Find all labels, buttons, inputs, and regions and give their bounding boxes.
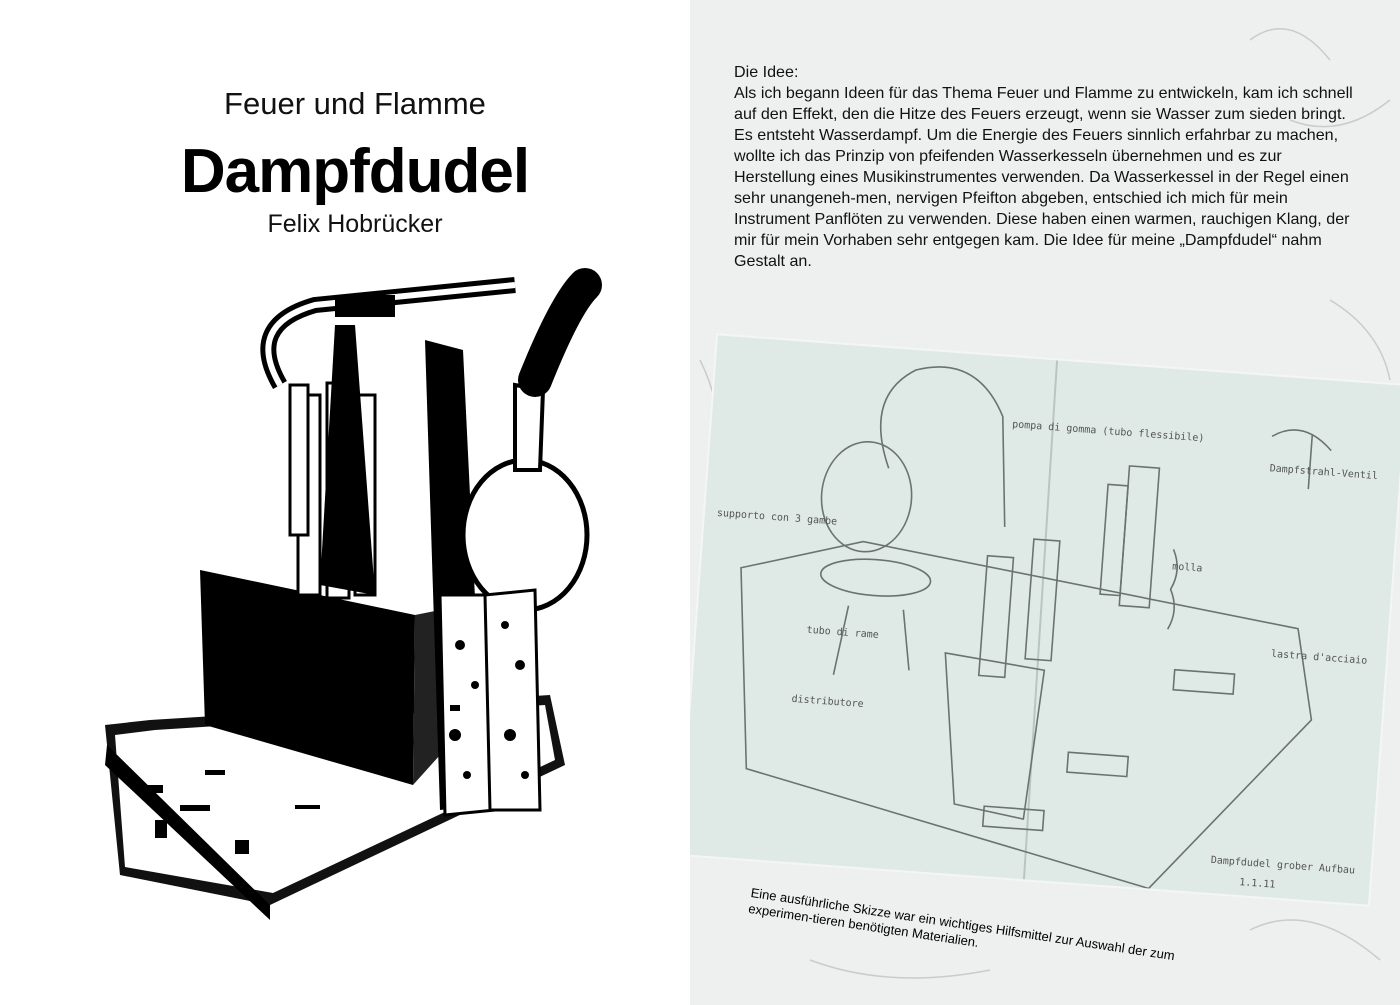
cover-author: Felix Hobrücker [267, 210, 443, 238]
sketch-label-dampfstrahl: Dampfstrahl-Ventil [1269, 463, 1379, 483]
sketch-label-distributore: distributore [791, 693, 864, 711]
sketch-signature: Dampfdudel grober Aufbau [1210, 854, 1356, 877]
idea-page [690, 0, 1400, 1005]
cover-subtitle: Feuer und Flamme [224, 86, 486, 121]
sketch-label-supporto: supporto con 3 gambe [716, 507, 838, 528]
idea-body: Als ich begann Ideen für das Thema Feuer und Flamme zu entwickeln, kam ich schnell auf den Effekt, den die Hitze des Feuers erzeugt, wenn sie Wasser zum sieden bringt. Es entsteht Wasserdampf. Um die Energie des Feuers sinnlich erfahrbar zu machen, wollte ich das Prinzip von pfeifenden Wasserkesseln übernehmen und es zur Herstellung eines Musikinstrumentes verwenden. Da Wasserkessel in der Regel einen sehr unangeneh-men, nervigen Pfeifton abgeben, entschied ich mich für mein Instrument Panflöten zu verwenden. Diese haben einen warmen, rauchigen Klang, der mir für mein Vorhaben sehr entgegen kam. Die Idee für meine „Dampfdudel“ nahm Gestalt an. [734, 84, 1353, 270]
sketch-label-lastra: lastra d'acciaio [1270, 648, 1368, 667]
cover-title: Dampfdudel [180, 137, 530, 206]
cover-page [0, 0, 690, 1005]
sketch-label-pompa: pompa di gomma (tubo flessibile) [1011, 419, 1205, 445]
sketch-date: 1.1.11 [1238, 877, 1276, 891]
sketch-label-molla: molla [1171, 561, 1203, 575]
sketch-caption: Eine ausführliche Skizze war ein wichtiges Hilfsmittel zur Auswahl der zum experimen-tieren benötigten Materialien. [747, 885, 1176, 964]
dampfdudel-photo [95, 265, 615, 920]
idea-heading: Die Idee: [734, 63, 799, 81]
idea-text [734, 62, 1356, 272]
sketch-label-tubo: tubo di rame [806, 624, 880, 641]
pencil-sketch [690, 335, 1400, 904]
sketch-image [690, 335, 1400, 904]
